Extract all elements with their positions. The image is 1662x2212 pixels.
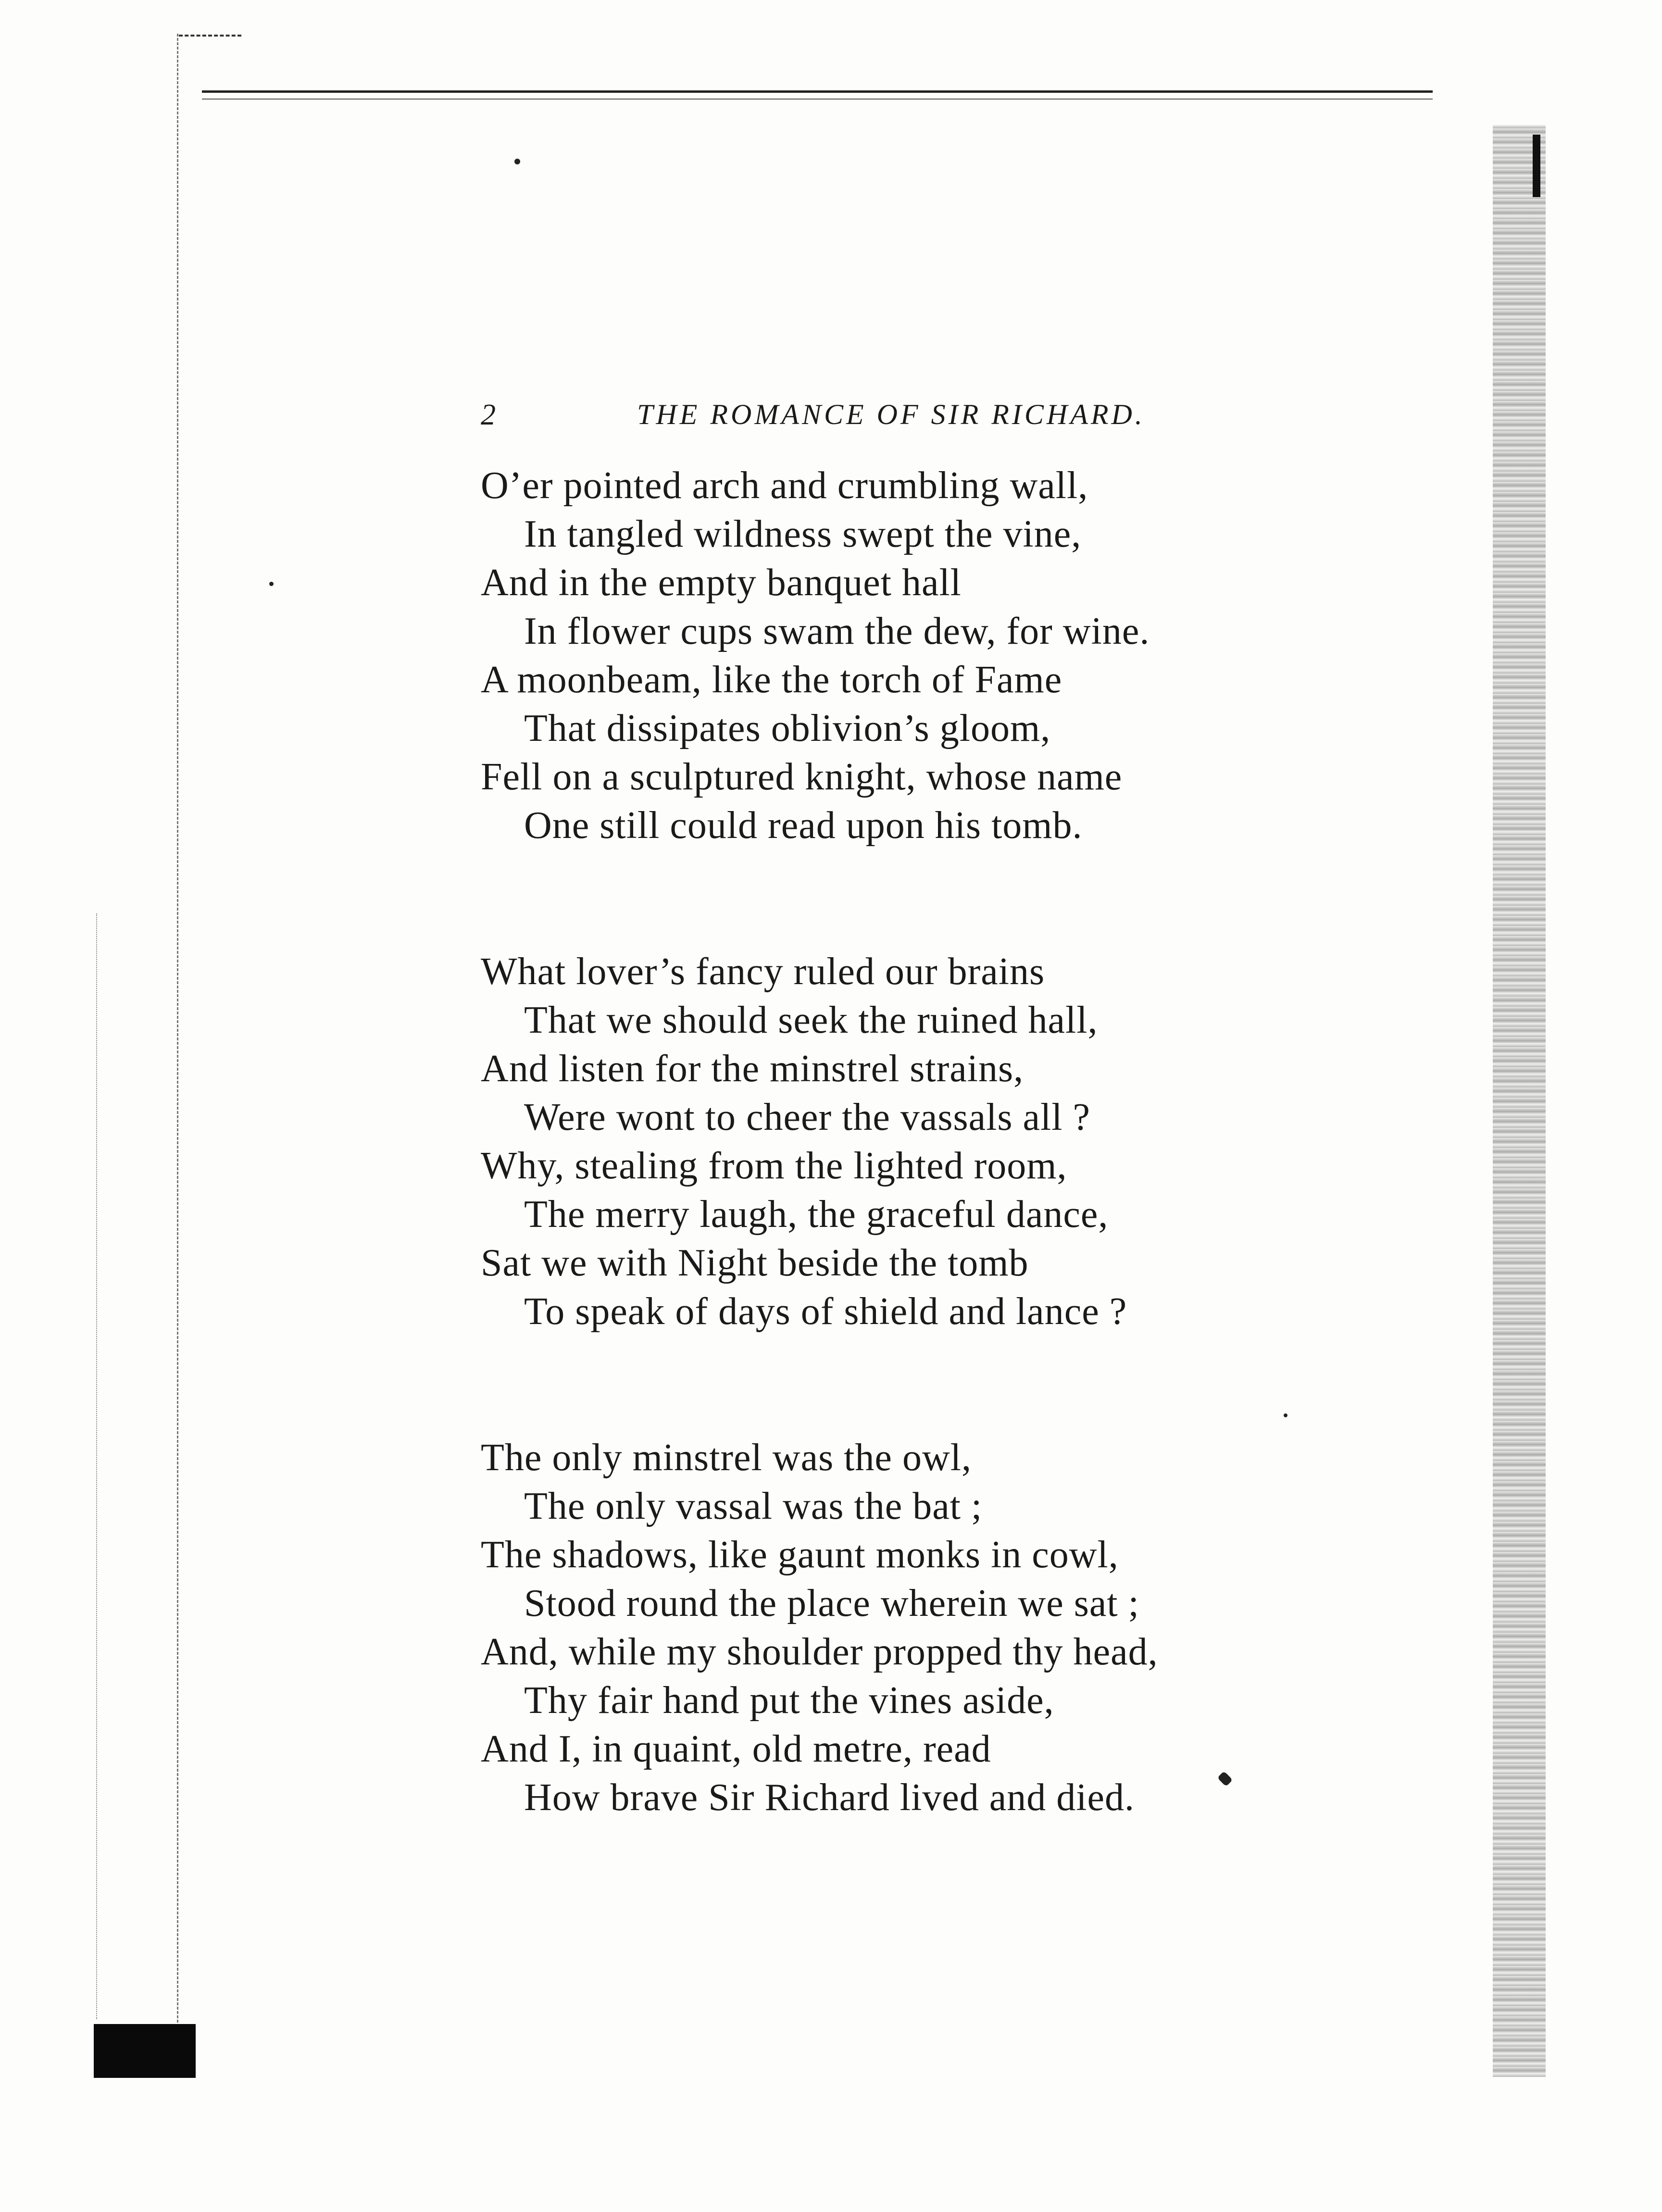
poem-line: Why, stealing from the lighted room, <box>481 1145 1067 1187</box>
right-scan-shadow <box>1493 125 1546 2077</box>
page-number: 2 <box>481 399 496 431</box>
ink-speck <box>269 582 274 586</box>
poem-line: A moonbeam, like the torch of Fame <box>481 659 1062 701</box>
poem-line: The only vassal was the bat ; <box>524 1485 983 1527</box>
stanza-2 <box>481 948 1442 1336</box>
poem-line: The only minstrel was the owl, <box>481 1437 972 1479</box>
poem-line: And, while my shoulder propped thy head, <box>481 1631 1158 1673</box>
poem-line: Were wont to cheer the vassals all ? <box>524 1096 1090 1138</box>
left-page-edge <box>177 34 178 2053</box>
poem-line: Sat we with Night beside the tomb <box>481 1242 1029 1284</box>
poem-line: And I, in quaint, old metre, read <box>481 1728 991 1770</box>
poem-line: Thy fair hand put the vines aside, <box>524 1679 1054 1722</box>
poem <box>481 462 1442 1920</box>
poem-line: In tangled wildness swept the vine, <box>524 513 1082 555</box>
running-head <box>481 398 1308 441</box>
poem-line: Fell on a sculptured knight, whose name <box>481 756 1123 798</box>
scan-black-block <box>94 2024 196 2078</box>
poem-line: That we should seek the ruined hall, <box>524 999 1098 1041</box>
ink-speck <box>514 159 520 164</box>
scan-corner-mark <box>179 35 241 37</box>
stanza-1 <box>481 462 1442 850</box>
poem-line: Stood round the place wherein we sat ; <box>524 1582 1139 1625</box>
running-head-title: THE ROMANCE OF SIR RICHARD. <box>637 399 1145 430</box>
poem-line: And listen for the minstrel strains, <box>481 1048 1024 1090</box>
top-rule-thin <box>202 99 1433 100</box>
poem-line: In flower cups swam the dew, for wine. <box>524 610 1150 652</box>
poem-line: How brave Sir Richard lived and died. <box>524 1776 1135 1819</box>
right-scan-bar <box>1533 135 1540 197</box>
stanza-3 <box>481 1434 1442 1822</box>
poem-line: O’er pointed arch and crumbling wall, <box>481 464 1088 507</box>
left-binding-edge <box>96 913 97 2019</box>
top-rule <box>202 90 1433 93</box>
poem-line: One still could read upon his tomb. <box>524 804 1083 847</box>
poem-line: The merry laugh, the graceful dance, <box>524 1193 1109 1236</box>
poem-line: And in the empty banquet hall <box>481 562 962 604</box>
poem-line: What lover’s fancy ruled our brains <box>481 950 1045 993</box>
poem-line: That dissipates oblivion’s gloom, <box>524 707 1051 750</box>
poem-line: To speak of days of shield and lance ? <box>524 1290 1127 1333</box>
poem-line: The shadows, like gaunt monks in cowl, <box>481 1534 1119 1576</box>
